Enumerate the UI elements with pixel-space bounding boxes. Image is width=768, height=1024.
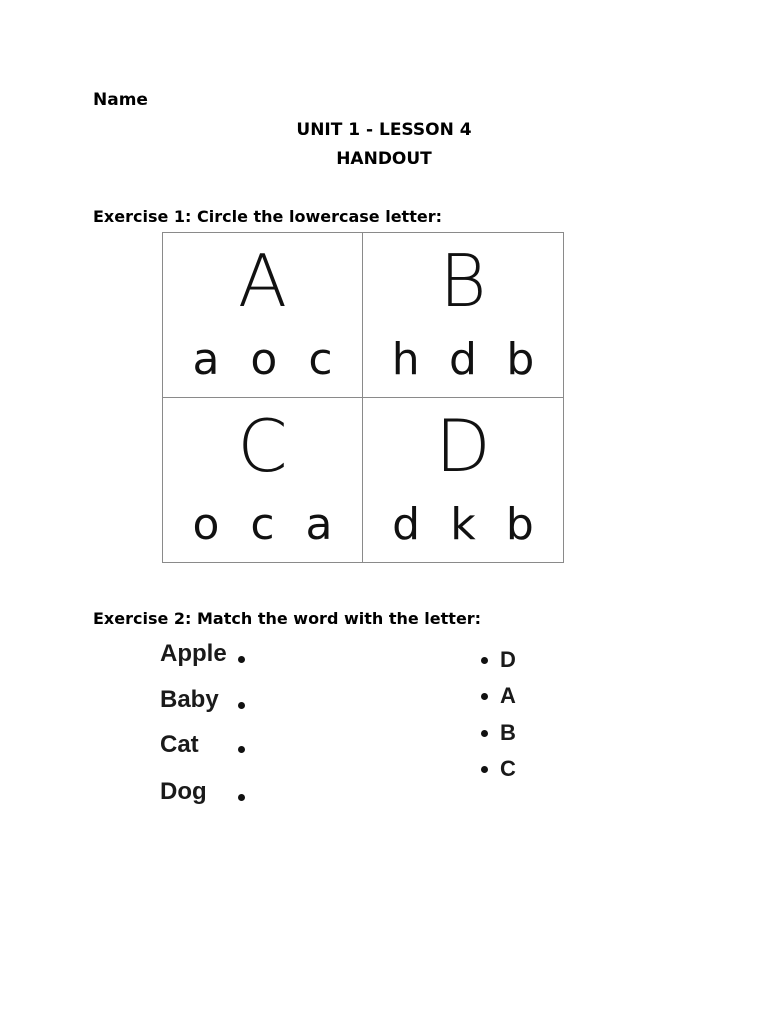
lowercase-options xyxy=(163,335,362,385)
letter-dot[interactable] xyxy=(481,657,488,664)
lowercase-options xyxy=(363,500,563,550)
match-word-dog: Dog xyxy=(160,778,207,805)
lowercase-option[interactable]: o xyxy=(192,499,220,550)
match-letter-c: C xyxy=(500,756,516,781)
grid-cell-a xyxy=(163,233,363,398)
match-word-apple: Apple xyxy=(160,640,227,667)
match-letter-a: A xyxy=(500,683,516,708)
letter-grid xyxy=(162,232,564,563)
uppercase-letter: C xyxy=(237,403,288,488)
uppercase-letter: B xyxy=(439,239,487,323)
word-dot[interactable] xyxy=(238,656,245,663)
lowercase-option[interactable]: c xyxy=(308,333,333,385)
match-word-cat: Cat xyxy=(160,731,199,758)
word-dot[interactable] xyxy=(238,794,245,801)
lowercase-option[interactable]: b xyxy=(506,333,535,385)
grid-cell-d xyxy=(363,398,563,563)
lowercase-option[interactable]: h xyxy=(391,333,420,385)
match-letter-d: D xyxy=(500,647,516,672)
lowercase-option[interactable]: d xyxy=(392,499,421,550)
lowercase-options xyxy=(163,500,362,550)
lowercase-option[interactable]: a xyxy=(305,499,333,550)
word-dot[interactable] xyxy=(238,702,245,709)
uppercase-letter: D xyxy=(435,403,491,488)
letter-dot[interactable] xyxy=(481,693,488,700)
grid-cell-b xyxy=(363,233,563,398)
lowercase-option[interactable]: a xyxy=(192,333,220,385)
name-label: Name xyxy=(93,90,148,110)
word-dot[interactable] xyxy=(238,746,245,753)
match-letter-b: B xyxy=(500,720,516,745)
lowercase-option[interactable]: c xyxy=(250,499,275,550)
lowercase-option[interactable]: k xyxy=(450,499,476,550)
grid-cell-c xyxy=(163,398,363,563)
letter-dot[interactable] xyxy=(481,766,488,773)
lowercase-option[interactable]: o xyxy=(250,333,278,385)
page-subtitle: HANDOUT xyxy=(336,149,432,169)
exercise1-heading: Exercise 1: Circle the lowercase letter: xyxy=(93,207,442,226)
match-word-baby: Baby xyxy=(160,686,219,713)
letter-dot[interactable] xyxy=(481,730,488,737)
page-title: UNIT 1 - LESSON 4 xyxy=(296,120,472,140)
lowercase-option[interactable]: b xyxy=(505,499,534,550)
exercise2-heading: Exercise 2: Match the word with the letter: xyxy=(93,609,482,628)
lowercase-option[interactable]: d xyxy=(449,333,477,385)
lowercase-options xyxy=(363,335,563,385)
uppercase-letter: A xyxy=(237,239,288,323)
